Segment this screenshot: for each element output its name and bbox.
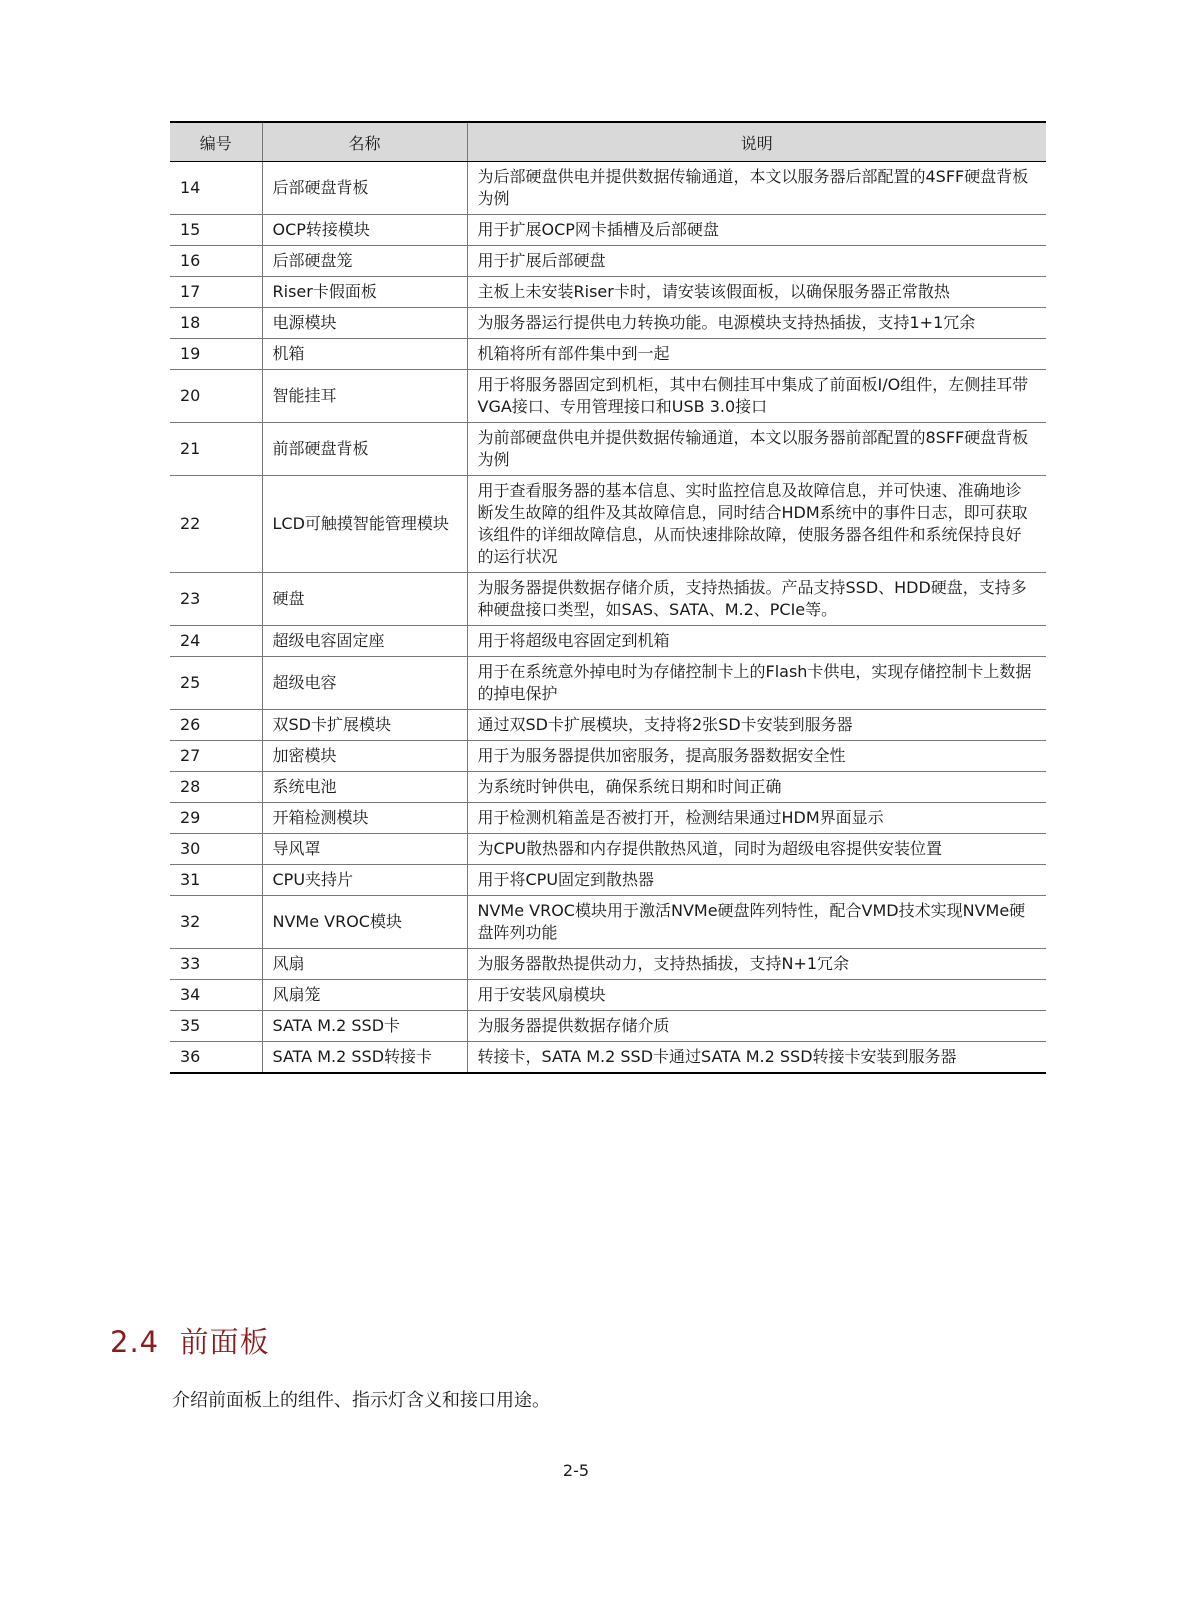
page-number: 2-5 <box>562 1461 590 1480</box>
cell-number: 15 <box>170 215 262 246</box>
cell-number: 18 <box>170 308 262 339</box>
cell-description: 为服务器运行提供电力转换功能。电源模块支持热插拔，支持1+1冗余 <box>467 308 1046 339</box>
cell-description: 用于在系统意外掉电时为存储控制卡上的Flash卡供电，实现存储控制卡上数据的掉电保护 <box>467 657 1046 710</box>
cell-name: 加密模块 <box>262 741 467 772</box>
table-row <box>170 772 1046 803</box>
component-table <box>170 121 1046 1074</box>
cell-description: 用于将服务器固定到机柜，其中右侧挂耳中集成了前面板I/O组件，左侧挂耳带VGA接口、专用管理接口和USB 3.0接口 <box>467 370 1046 423</box>
section-number: 2.4 <box>110 1325 160 1359</box>
cell-name: 硬盘 <box>262 573 467 626</box>
table-row <box>170 246 1046 277</box>
cell-name: NVMe VROC模块 <box>262 896 467 949</box>
cell-name: 后部硬盘背板 <box>262 162 467 215</box>
table-row <box>170 423 1046 476</box>
table-row <box>170 1042 1046 1074</box>
cell-name: 智能挂耳 <box>262 370 467 423</box>
cell-number: 21 <box>170 423 262 476</box>
header-description: 说明 <box>467 122 1046 162</box>
cell-description: 为服务器散热提供动力，支持热插拔，支持N+1冗余 <box>467 949 1046 980</box>
table-row <box>170 476 1046 573</box>
cell-description: 为服务器提供数据存储介质，支持热插拔。产品支持SSD、HDD硬盘，支持多种硬盘接口类型，如SAS、SATA、M.2、PCIe等。 <box>467 573 1046 626</box>
table-row <box>170 834 1046 865</box>
cell-number: 32 <box>170 896 262 949</box>
table-row <box>170 626 1046 657</box>
cell-number: 25 <box>170 657 262 710</box>
cell-number: 29 <box>170 803 262 834</box>
table-header-row <box>170 122 1046 162</box>
cell-description: 用于扩展后部硬盘 <box>467 246 1046 277</box>
header-name: 名称 <box>262 122 467 162</box>
cell-description: 用于将超级电容固定到机箱 <box>467 626 1046 657</box>
cell-name: 后部硬盘笼 <box>262 246 467 277</box>
cell-description: 用于扩展OCP网卡插槽及后部硬盘 <box>467 215 1046 246</box>
table-row <box>170 980 1046 1011</box>
section-intro: 介绍前面板上的组件、指示灯含义和接口用途。 <box>172 1390 550 1411</box>
table-row <box>170 710 1046 741</box>
cell-name: 导风罩 <box>262 834 467 865</box>
cell-name: SATA M.2 SSD转接卡 <box>262 1042 467 1074</box>
table-row <box>170 1011 1046 1042</box>
cell-description: NVMe VROC模块用于激活NVMe硬盘阵列特性，配合VMD技术实现NVMe硬盘阵列功能 <box>467 896 1046 949</box>
cell-number: 14 <box>170 162 262 215</box>
cell-description: 用于查看服务器的基本信息、实时监控信息及故障信息，并可快速、准确地诊断发生故障的组件及其故障信息，同时结合HDM系统中的事件日志，即可获取该组件的详细故障信息，从而快速排除故障，使服务器各组件和系统保持良好的运行状况 <box>467 476 1046 573</box>
cell-name: CPU夹持片 <box>262 865 467 896</box>
cell-description: 用于为服务器提供加密服务，提高服务器数据安全性 <box>467 741 1046 772</box>
cell-number: 28 <box>170 772 262 803</box>
cell-number: 27 <box>170 741 262 772</box>
cell-number: 19 <box>170 339 262 370</box>
cell-number: 23 <box>170 573 262 626</box>
cell-name: 电源模块 <box>262 308 467 339</box>
cell-description: 用于检测机箱盖是否被打开，检测结果通过HDM界面显示 <box>467 803 1046 834</box>
cell-name: 前部硬盘背板 <box>262 423 467 476</box>
cell-number: 17 <box>170 277 262 308</box>
table-row <box>170 741 1046 772</box>
cell-name: 风扇 <box>262 949 467 980</box>
cell-name: OCP转接模块 <box>262 215 467 246</box>
table-row <box>170 573 1046 626</box>
table-row <box>170 896 1046 949</box>
cell-name: Riser卡假面板 <box>262 277 467 308</box>
cell-description: 用于安装风扇模块 <box>467 980 1046 1011</box>
cell-description: 转接卡，SATA M.2 SSD卡通过SATA M.2 SSD转接卡安装到服务器 <box>467 1042 1046 1074</box>
section-heading <box>110 1320 270 1361</box>
cell-name: 风扇笼 <box>262 980 467 1011</box>
cell-description: 通过双SD卡扩展模块，支持将2张SD卡安装到服务器 <box>467 710 1046 741</box>
table-row <box>170 277 1046 308</box>
cell-number: 35 <box>170 1011 262 1042</box>
cell-description: 用于将CPU固定到散热器 <box>467 865 1046 896</box>
cell-number: 31 <box>170 865 262 896</box>
table-row <box>170 215 1046 246</box>
table-row <box>170 657 1046 710</box>
cell-name: 机箱 <box>262 339 467 370</box>
cell-description: 为CPU散热器和内存提供散热风道，同时为超级电容提供安装位置 <box>467 834 1046 865</box>
cell-description: 为服务器提供数据存储介质 <box>467 1011 1046 1042</box>
table-row <box>170 162 1046 215</box>
cell-name: 系统电池 <box>262 772 467 803</box>
table-row <box>170 308 1046 339</box>
cell-description: 机箱将所有部件集中到一起 <box>467 339 1046 370</box>
cell-name: 开箱检测模块 <box>262 803 467 834</box>
cell-name: LCD可触摸智能管理模块 <box>262 476 467 573</box>
cell-description: 为系统时钟供电，确保系统日期和时间正确 <box>467 772 1046 803</box>
table-row <box>170 949 1046 980</box>
cell-number: 36 <box>170 1042 262 1074</box>
cell-number: 26 <box>170 710 262 741</box>
cell-number: 34 <box>170 980 262 1011</box>
cell-number: 30 <box>170 834 262 865</box>
cell-number: 20 <box>170 370 262 423</box>
cell-description: 为前部硬盘供电并提供数据传输通道，本文以服务器前部配置的8SFF硬盘背板为例 <box>467 423 1046 476</box>
cell-name: 超级电容固定座 <box>262 626 467 657</box>
table-row <box>170 339 1046 370</box>
cell-number: 16 <box>170 246 262 277</box>
cell-number: 33 <box>170 949 262 980</box>
header-number: 编号 <box>170 122 262 162</box>
cell-name: 超级电容 <box>262 657 467 710</box>
cell-number: 24 <box>170 626 262 657</box>
table-row <box>170 865 1046 896</box>
cell-description: 为后部硬盘供电并提供数据传输通道，本文以服务器后部配置的4SFF硬盘背板为例 <box>467 162 1046 215</box>
table-row <box>170 803 1046 834</box>
cell-name: SATA M.2 SSD卡 <box>262 1011 467 1042</box>
table-body <box>170 162 1046 1074</box>
section-title: 前面板 <box>179 1325 270 1359</box>
cell-number: 22 <box>170 476 262 573</box>
cell-name: 双SD卡扩展模块 <box>262 710 467 741</box>
cell-description: 主板上未安装Riser卡时，请安装该假面板，以确保服务器正常散热 <box>467 277 1046 308</box>
table-row <box>170 370 1046 423</box>
